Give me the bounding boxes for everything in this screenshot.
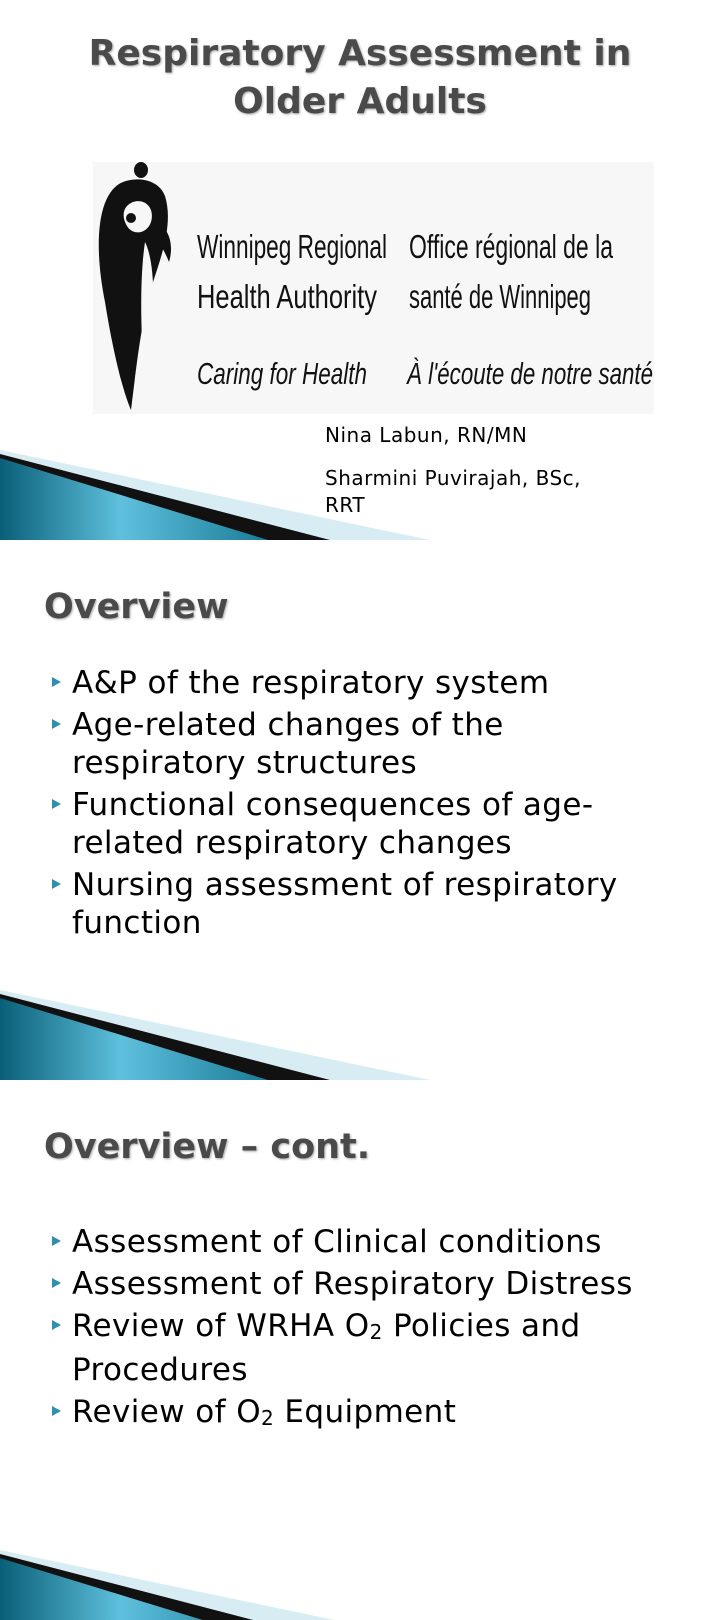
bullet-arrow-icon <box>52 879 61 889</box>
wrha-logo-graphic <box>93 162 654 414</box>
list-item-text: Age-related changes of the respiratory structures <box>72 707 504 781</box>
logo-tagline-en: Caring for Health <box>197 356 367 391</box>
logo-org-fr-line1: Office régional de la <box>409 228 614 265</box>
bullet-arrow-icon <box>52 1278 61 1288</box>
slide-overview <box>0 540 720 1080</box>
list-item <box>48 866 668 942</box>
bullet-list <box>48 1223 668 1441</box>
list-item <box>48 1265 668 1303</box>
list-item <box>48 786 668 862</box>
bullet-arrow-icon <box>52 1320 61 1330</box>
bullet-list <box>48 664 668 946</box>
bullet-arrow-icon <box>52 677 61 687</box>
list-item-text: Assessment of Respiratory Distress <box>72 1266 633 1302</box>
slide-heading: Overview <box>44 587 229 627</box>
list-item <box>48 664 668 702</box>
corner-swoosh-decoration <box>0 450 430 540</box>
logo-org-fr-line2: santé de Winnipeg <box>409 278 591 315</box>
subscript: 2 <box>261 1406 275 1430</box>
list-item <box>48 1393 668 1437</box>
slide-heading: Overview – cont. <box>44 1127 371 1167</box>
subscript: 2 <box>369 1320 383 1344</box>
wrha-logo <box>93 162 654 414</box>
list-item <box>48 706 668 782</box>
bullet-arrow-icon <box>52 1236 61 1246</box>
corner-swoosh-decoration <box>0 1550 430 1620</box>
list-item-text: Nursing assessment of respiratory function <box>72 867 618 941</box>
list-item-text: Review of WRHA O2 Policies and Procedures <box>72 1308 581 1388</box>
slide-title <box>0 0 720 540</box>
presentation-title: Respiratory Assessment in Older Adults <box>88 33 632 122</box>
bullet-arrow-icon <box>52 1406 61 1416</box>
list-item-text: A&P of the respiratory system <box>72 665 550 701</box>
logo-org-en-line1: Winnipeg Regional <box>197 228 387 265</box>
list-item <box>48 1307 668 1389</box>
corner-swoosh-decoration <box>0 990 430 1080</box>
list-item-text: Review of O2 Equipment <box>72 1394 457 1430</box>
bullet-arrow-icon <box>52 799 61 809</box>
slide-overview-cont <box>0 1080 720 1620</box>
bullet-arrow-icon <box>52 719 61 729</box>
logo-tagline-fr: À l'écoute de notre santé <box>405 356 653 391</box>
list-item <box>48 1223 668 1261</box>
author-name: Nina Labun, RN/MN <box>325 423 528 447</box>
list-item-text: Assessment of Clinical conditions <box>72 1224 602 1260</box>
list-item-text: Functional consequences of age-related respiratory changes <box>72 787 594 861</box>
author-name: Sharmini Puvirajah, BSc, RRT <box>325 466 582 517</box>
logo-org-en-line2: Health Authority <box>197 278 378 315</box>
